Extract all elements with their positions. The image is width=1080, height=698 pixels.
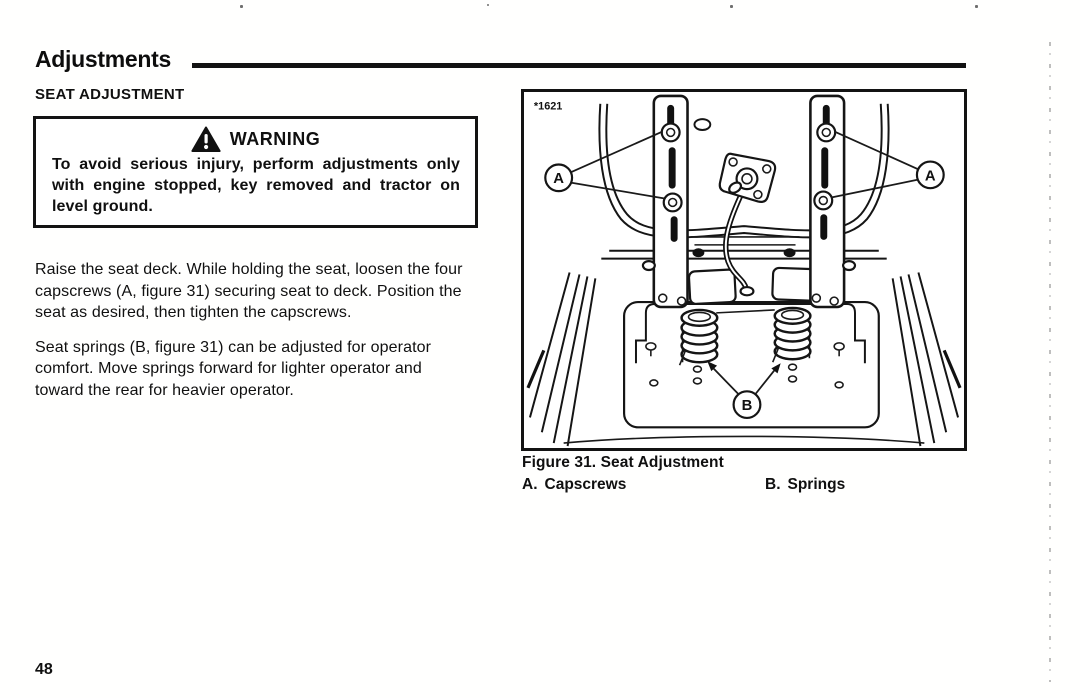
rail-bolt (843, 261, 855, 270)
legend-label-a: Capscrews (544, 476, 627, 493)
scan-speckle (240, 5, 243, 8)
seat-adjustment-heading: SEAT ADJUSTMENT (35, 86, 185, 103)
scan-speckle (487, 4, 489, 6)
deck-corner-left (528, 350, 544, 387)
seat-spring-right (773, 308, 811, 362)
title-rule (192, 63, 966, 68)
page-edge-artifact (1049, 42, 1051, 682)
seat-spring-left (680, 310, 718, 365)
callout-a-left (545, 131, 664, 198)
capscrew (814, 192, 832, 210)
capscrew (662, 124, 680, 142)
deck-hole (694, 119, 710, 130)
deck-corner-right (944, 350, 960, 387)
rail-bolt (784, 248, 796, 257)
page-number: 48 (35, 661, 53, 678)
legend-label-b: Springs (787, 476, 846, 493)
warning-header (36, 126, 475, 153)
capscrew (664, 194, 682, 212)
deck-hatch-lines (690, 237, 799, 245)
callout-b-label: B (741, 398, 753, 415)
warning-text: To avoid serious injury, perform adjustments only with engine stopped, key removed and tractor on level ground. (52, 156, 460, 215)
warning-label: WARNING (229, 129, 321, 149)
warning-triangle-icon (191, 126, 221, 153)
scan-speckle (975, 5, 978, 8)
legend-key-b: B. (765, 476, 781, 493)
scan-speckle (730, 5, 733, 8)
legend-item-a (522, 476, 626, 493)
body-paragraph-2: Seat springs (B, figure 31) can be adjusted for operator comfort. Move springs forward for lighter operator and toward the rear for heavier operator. (35, 338, 432, 399)
seat-adjustment-diagram (524, 92, 964, 448)
callout-a-label: A (924, 168, 936, 185)
callout-a-label: A (553, 171, 565, 188)
cable-grommet (741, 287, 754, 295)
warning-box (33, 116, 478, 228)
deck-bottom-edge (564, 436, 925, 443)
capscrew (817, 124, 835, 142)
rail-bolt (692, 248, 704, 257)
plate-opening-left (689, 269, 736, 304)
body-paragraph-1: Raise the seat deck. While holding the seat, loosen the four capscrews (A, figure 31) securing seat to deck. Position the seat as desired, then tighten the capscrews. (35, 261, 463, 321)
legend-item-b (765, 476, 845, 494)
legend-key-a: A. (522, 476, 538, 493)
figure-31 (521, 89, 967, 451)
figure-caption: Figure 31. Seat Adjustment (522, 454, 724, 471)
figure-photo-ref: *1621 (533, 100, 563, 113)
rail-bolt (643, 261, 655, 270)
section-title: Adjustments (35, 46, 171, 72)
figure-legend (522, 476, 942, 494)
body-text (35, 259, 473, 414)
